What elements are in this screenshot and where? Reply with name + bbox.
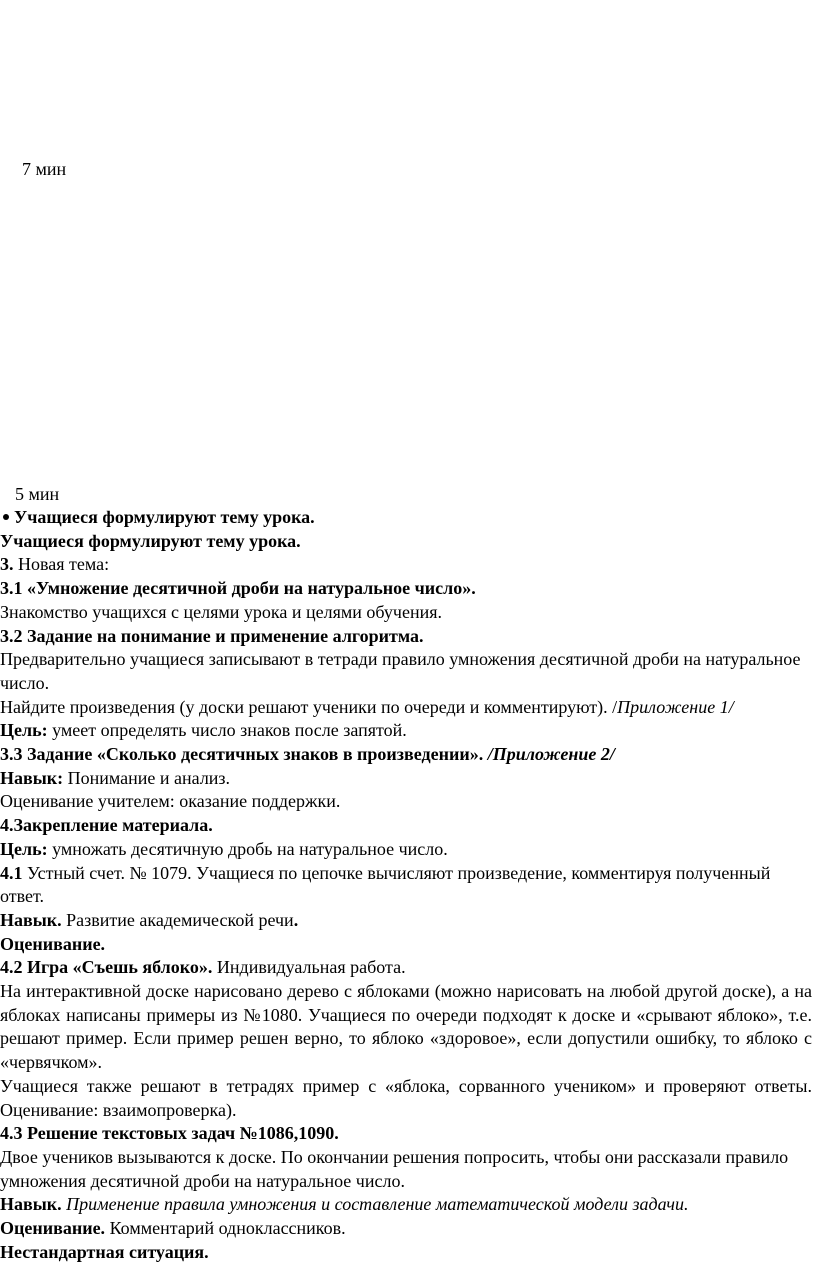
heading-new-topic: 3. Новая тема: [0,554,110,575]
heading-nonstandard: Нестандартная ситуация. [0,1241,209,1262]
paragraph-two-students: Двое учеников вызываются к доске. По окончании решения попросить, чтобы они рассказали правило умножения десятичной дроби на натуральное число. [0,1146,789,1191]
paragraph-assessment-2: Оценивание. Комментарий одноклассников. [0,1218,346,1239]
heading-4-3: 4.3 Решение текстовых задач №1086,1090. [0,1123,339,1144]
timing-5min: 5 мин [15,484,60,504]
paragraph-4-1: 4.1 Устный счет. № 1079. Учащиеся по цепочке вычисляют произведение, комментируя полученный ответ. [0,862,771,907]
timing-7min: 7 мин [22,159,67,179]
paragraph-find-products: Найдите произведения (у доски решают ученики по очереди и комментируют). /Приложение 1/ [0,696,734,717]
heading-3-3: 3.3 Задание «Сколько десятичных знаков в произведении». /Приложение 2/ [0,744,615,765]
bullet-item: Учащиеся формулируют тему урока. [0,506,812,530]
paragraph-apple-game: На интерактивной доске нарисовано дерево с яблоками (можно нарисовать на любой другой доске), а на яблоках написаны примеры из №1080. Учащиеся по очереди подходят к доске и «срывают яблоко», т.е. решают пример. Если пример решен верно, то яблоко «здоровое», если допустили ошибку, то яблоко с «червячком». [0,981,812,1073]
paragraph-notebooks: Учащиеся также решают в тетрадях пример с «яблока, сорванного учеником» и проверяют ответы. Оценивание: взаимопроверка). [0,1075,812,1120]
document-body [0,506,812,1265]
heading-3-1: 3.1 «Умножение десятичной дроби на натуральное число». [0,578,476,599]
heading-3-2: 3.2 Задание на понимание и применение алгоритма. [0,625,424,646]
paragraph-assessment: Оценивание. [0,933,106,954]
paragraph-goals: Знакомство учащихся с целями урока и целями обучения. [0,601,442,622]
paragraph-rule: Предварительно учащиеся записывают в тетради правило умножения десятичной дроби на натуральное число. [0,649,801,693]
bullet-icon [3,514,9,520]
paragraph-students-topic: Учащиеся формулируют тему урока. [0,530,301,551]
paragraph-goal-1: Цель: умеет определять число знаков после запятой. [0,720,407,741]
paragraph-goal-2: Цель: умножать десятичную дробь на натуральное число. [0,838,448,859]
heading-4-2: 4.2 Игра «Съешь яблоко». Индивидуальная работа. [0,957,406,978]
paragraph-skill-1: Навык: Понимание и анализ. [0,767,231,788]
paragraph-skill-2: Навык. Развитие академической речи. [0,909,299,930]
paragraph-skill-3: Навык. Применение правила умножения и составление математической модели задачи. [0,1194,689,1215]
heading-4: 4.Закрепление материала. [0,815,213,836]
paragraph-teacher-assessment: Оценивание учителем: оказание поддержки. [0,791,341,812]
